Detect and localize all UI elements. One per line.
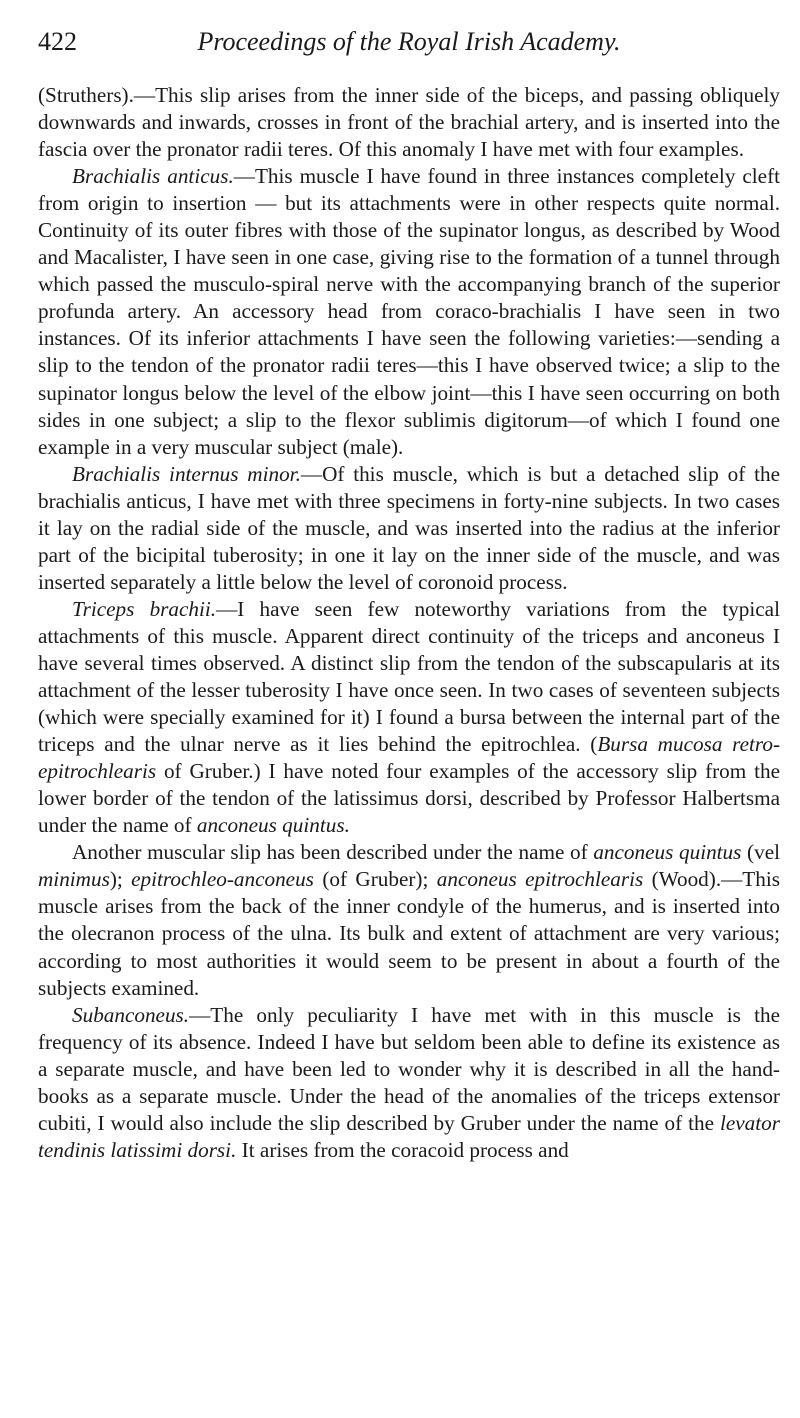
paragraph-brachialis-anticus [38,163,780,461]
paragraph-triceps-brachii [38,596,780,839]
italic-term: minimus [38,867,110,892]
body-text [38,82,780,1164]
paragraph-struthers [38,82,780,163]
section-term: Brachialis anticus. [72,164,234,189]
text-run: (of Gruber); [313,867,437,892]
text-run: It arises from the coracoid process and [236,1137,569,1162]
page-number: 422 [38,27,77,56]
text-run: —Of this muscle, which is but a detached slip of the brachialis anticus, I have met with three specimens in forty-nine subjects. In two cases it lay on the radial side of the muscle, and was inserted into the radius at the inferior part of the bicipital tuberosity; in one it lay on the inner side of the muscle, and was inserted separately a little below the level of coronoid process. [38,461,780,594]
section-term: Brachialis internus minor. [72,461,301,486]
italic-term: anconeus quintus [593,840,742,865]
italic-term: levator tendinis latissimi dorsi. [38,1110,780,1162]
italic-term: epitrochleo-anconeus [131,867,314,892]
italic-term: anconeus epitrochlearis [436,867,644,892]
text-run: —I have seen few noteworthy variations from the typical attachments of this muscle. Apparent direct continuity of the triceps and anconeus I have several times observed. A distinct slip from the tendon of the subscapularis at its attachment of the lesser tuberosity I have once seen. In two cases of seventeen subjects (which were specially examined for it) I found a bursa between the internal part of the triceps and the ulnar nerve as it lies behind the epitrochlea. ( [38,596,780,757]
text-run: —This muscle I have found in three instances completely cleft from origin to insertion — but its attachments were in other respects quite normal. Continuity of its outer fibres with those of the supinator longus, as described by Wood and Macalister, I have seen in one case, giving rise to the formation of a tunnel through which passed the musculo-spiral nerve with the accompanying branch of the superior profunda artery. An accessory head from coraco-brachialis I have seen in two instances. Of its inferior attachments I have seen the following varieties:—sending a slip to the tendon of the pronator radii teres—this I have observed twice; a slip to the supinator longus below the level of the elbow joint—this I have seen occurring on both sides in one subject; a slip to the flexor sublimis digitorum—of which I found one example in a very muscular subject (male). [38,164,781,459]
paragraph-subanconeus [38,1002,780,1164]
text-run: of Gruber.) I have noted four examples of the accessory slip from the lower border of the tendon of the latissimus dorsi, described by Professor Halbertsma under the name of [38,759,780,838]
text-run: —The only peculiarity I have met with in this muscle is the frequency of its absence. Indeed I have but seldom been able to define its existence as a separate muscle, and have been led to wonder why it is described in all the hand-books as a separate muscle. Under the head of the anomalies of the triceps extensor cubiti, I would also include the slip described by Gruber under the name of the [38,1002,780,1135]
italic-term: anconeus quintus. [196,813,350,838]
section-term: Subanconeus. [72,1002,190,1027]
text-run: (Struthers).—This slip arises from the inner side of the biceps, and passing obliquely downwards and inwards, crosses in front of the brachial artery, and is inserted into the fascia over the pronator radii teres. Of this anomaly I have met with four examples. [38,83,780,162]
page-header [38,22,780,62]
italic-term: Bursa mucosa retro-epitrochlearis [38,732,780,784]
text-run: (vel [741,840,780,865]
text-run: ); [109,867,132,892]
paragraph-anconeus-quintus [38,839,780,1001]
running-title: Proceedings of the Royal Irish Academy. [197,27,621,56]
text-run: (Wood).—This muscle arises from the back of the inner condyle of the humerus, and is inserted into the olecranon process of the ulna. Its bulk and extent of attachment are very various; according to most authorities it would seem to be present in about a fourth of the subjects examined. [38,867,780,1000]
text-run: Another muscular slip has been described under the name of [72,840,594,865]
section-term: Triceps brachii. [72,596,217,621]
paragraph-brachialis-internus-minor [38,461,780,596]
